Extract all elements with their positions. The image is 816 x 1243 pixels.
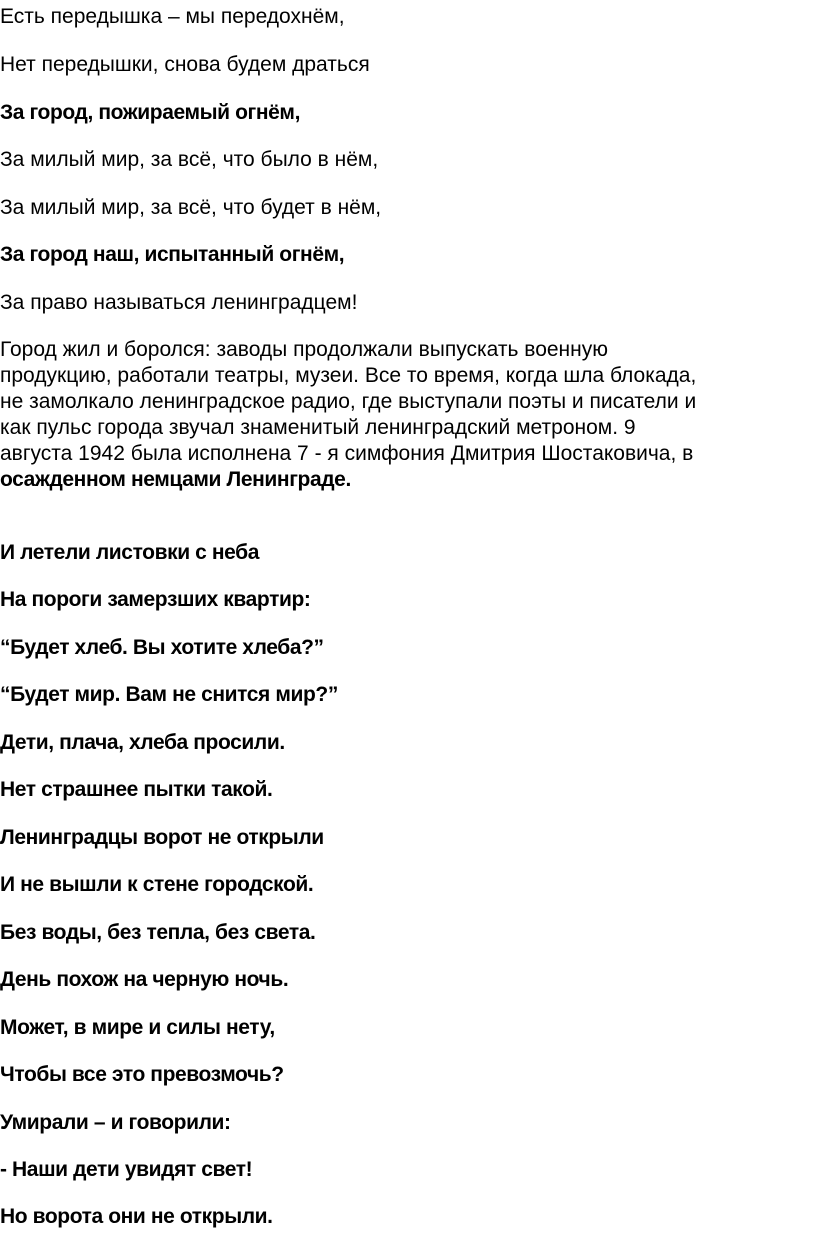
prose-row: августа 1942 была исполнена 7 - я симфония Дмитрия Шостаковича, в [0, 442, 694, 465]
poem-line: День похож на черную ночь. [0, 968, 289, 991]
poem-line: Нет передышки, снова будем драться [0, 53, 370, 76]
poem-line: Но ворота они не открыли. [0, 1205, 273, 1228]
poem-line: И не вышли к стене городской. [0, 873, 314, 896]
poem-line: За город, пожираемый огнём, [0, 101, 301, 124]
poem-line: За город наш, испытанный огнём, [0, 243, 345, 266]
prose-row: как пульс города звучал знаменитый ленинградский метроном. 9 [0, 416, 636, 439]
prose-row: продукцию, работали театры, музеи. Все то время, когда шла блокада, [0, 364, 697, 387]
prose-row: не замолкало ленинградское радио, где выступали поэты и писатели и [0, 390, 697, 413]
prose-paragraph [0, 337, 816, 493]
poem-line: И летели листовки с неба [0, 541, 260, 564]
poem-line: - Наши дети увидят свет! [0, 1158, 253, 1181]
poem-line: За милый мир, за всё, что было в нём, [0, 148, 379, 171]
poem-line: Чтобы все это превозмочь? [0, 1063, 284, 1086]
poem-line: На пороги замерзших квартир: [0, 588, 311, 611]
poem-line: Есть передышка – мы передохнём, [0, 5, 345, 28]
poem-line: Нет страшнее пытки такой. [0, 778, 273, 801]
prose-row: осажденном немцами Ленинграде. [0, 468, 351, 491]
poem-line: Ленинградцы ворот не открыли [0, 826, 324, 849]
poem-line: За милый мир, за всё, что будет в нём, [0, 196, 382, 219]
poem-line: Дети, плача, хлеба просили. [0, 731, 285, 754]
poem-line: Без воды, без тепла, без света. [0, 921, 316, 944]
prose-row: Город жил и боролся: заводы продолжали выпускать военную [0, 338, 608, 361]
poem-line: “Будет хлеб. Вы хотите хлеба?” [0, 636, 324, 659]
poem-line: Может, в мире и силы нету, [0, 1016, 275, 1039]
poem-line: “Будет мир. Вам не снится мир?” [0, 683, 338, 706]
poem-line: За право называться ленинградцем! [0, 291, 358, 314]
poem-line: Умирали – и говорили: [0, 1111, 231, 1134]
